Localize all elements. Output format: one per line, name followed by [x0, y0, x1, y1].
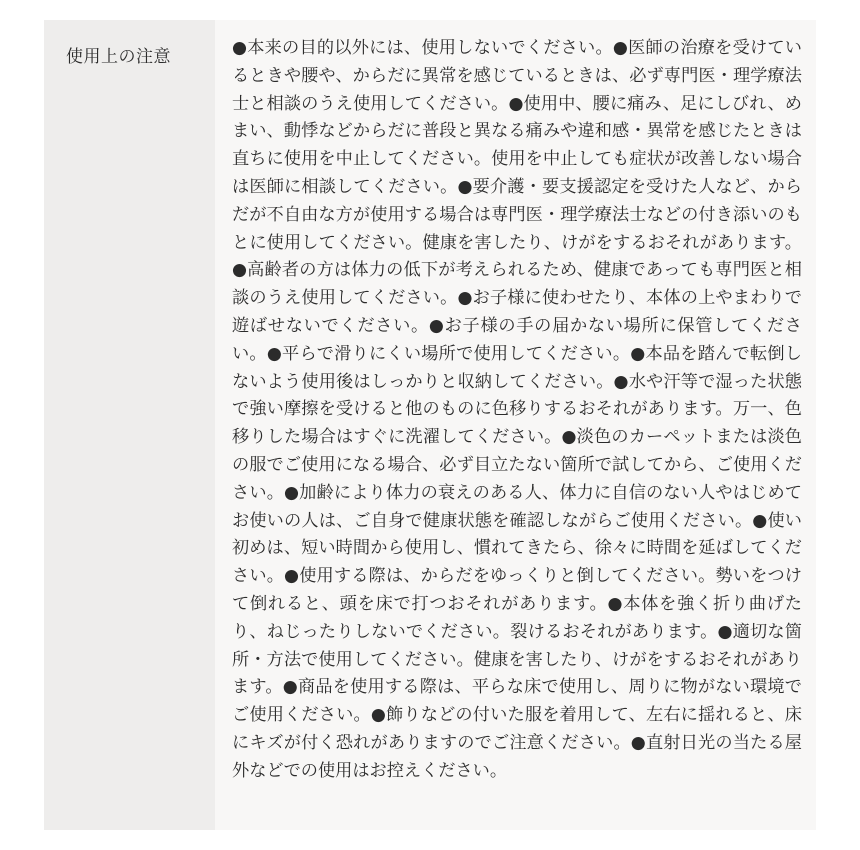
precautions-text: ●本来の目的以外には、使用しないでください。●医師の治療を受けているときや腰や、からだに異常を感じているときは、必ず専門医・理学療法士と相談のうえ使用してください。●使用中、腰に痛み、足にしびれ、めまい、動悸などからだに普段と異なる痛みや違和感・異常を感じたときは直ちに使用を中止してください。使用を中止しても症状が改善しない場合は医師に相談してください。●要介護・要支援認定を受けた人など、からだが不自由な方が使用する場合は専門医・理学療法士などの付き添いのもとに使用してください。健康を害したり、けがをするおそれがあります。●高齢者の方は体力の低下が考えられるため、健康であっても専門医と相談のうえ使用してください。●お子様に使わせたり、本体の上やまわりで遊ばせないでください。●お子様の手の届かない場所に保管してください。●平らで滑りにくい場所で使用してください。●本品を踏んで転倒しないよう使用後はしっかりと収納してください。●水や汗等で湿った状態で強い摩擦を受けると他のものに色移りするおそれがあります。万一、色移りした場合はすぐに洗濯してください。●淡色のカーペットまたは淡色の服でご使用になる場合、必ず目立たない箇所で試してから、ご使用ください。●加齢により体力の衰えのある人、体力に自信のない人やはじめてお使いの人は、ご自身で健康状態を確認しながらご使用ください。●使い初めは、短い時間から使用し、慣れてきたら、徐々に時間を延ばしてください。●使用する際は、からだをゆっくりと倒してください。勢いをつけて倒れると、頭を床で打つおそれがあります。●本体を強く折り曲げたり、ねじったりしないでください。裂けるおそれがあります。●適切な箇所・方法で使用してください。健康を害したり、けがをするおそれがあります。●商品を使用する際は、平らな床で使用し、周りに物がない環境でご使用ください。●飾りなどの付いた服を着用して、左右に揺れると、床にキズが付く恐れがありますのでご注意ください。●直射日光の当たる屋外などでの使用はお控えください。 — [232, 38, 802, 781]
precautions-label-cell — [44, 20, 215, 830]
usage-precautions-table — [44, 20, 816, 830]
precautions-content-cell — [215, 20, 816, 830]
precautions-heading: 使用上の注意 — [66, 47, 171, 67]
